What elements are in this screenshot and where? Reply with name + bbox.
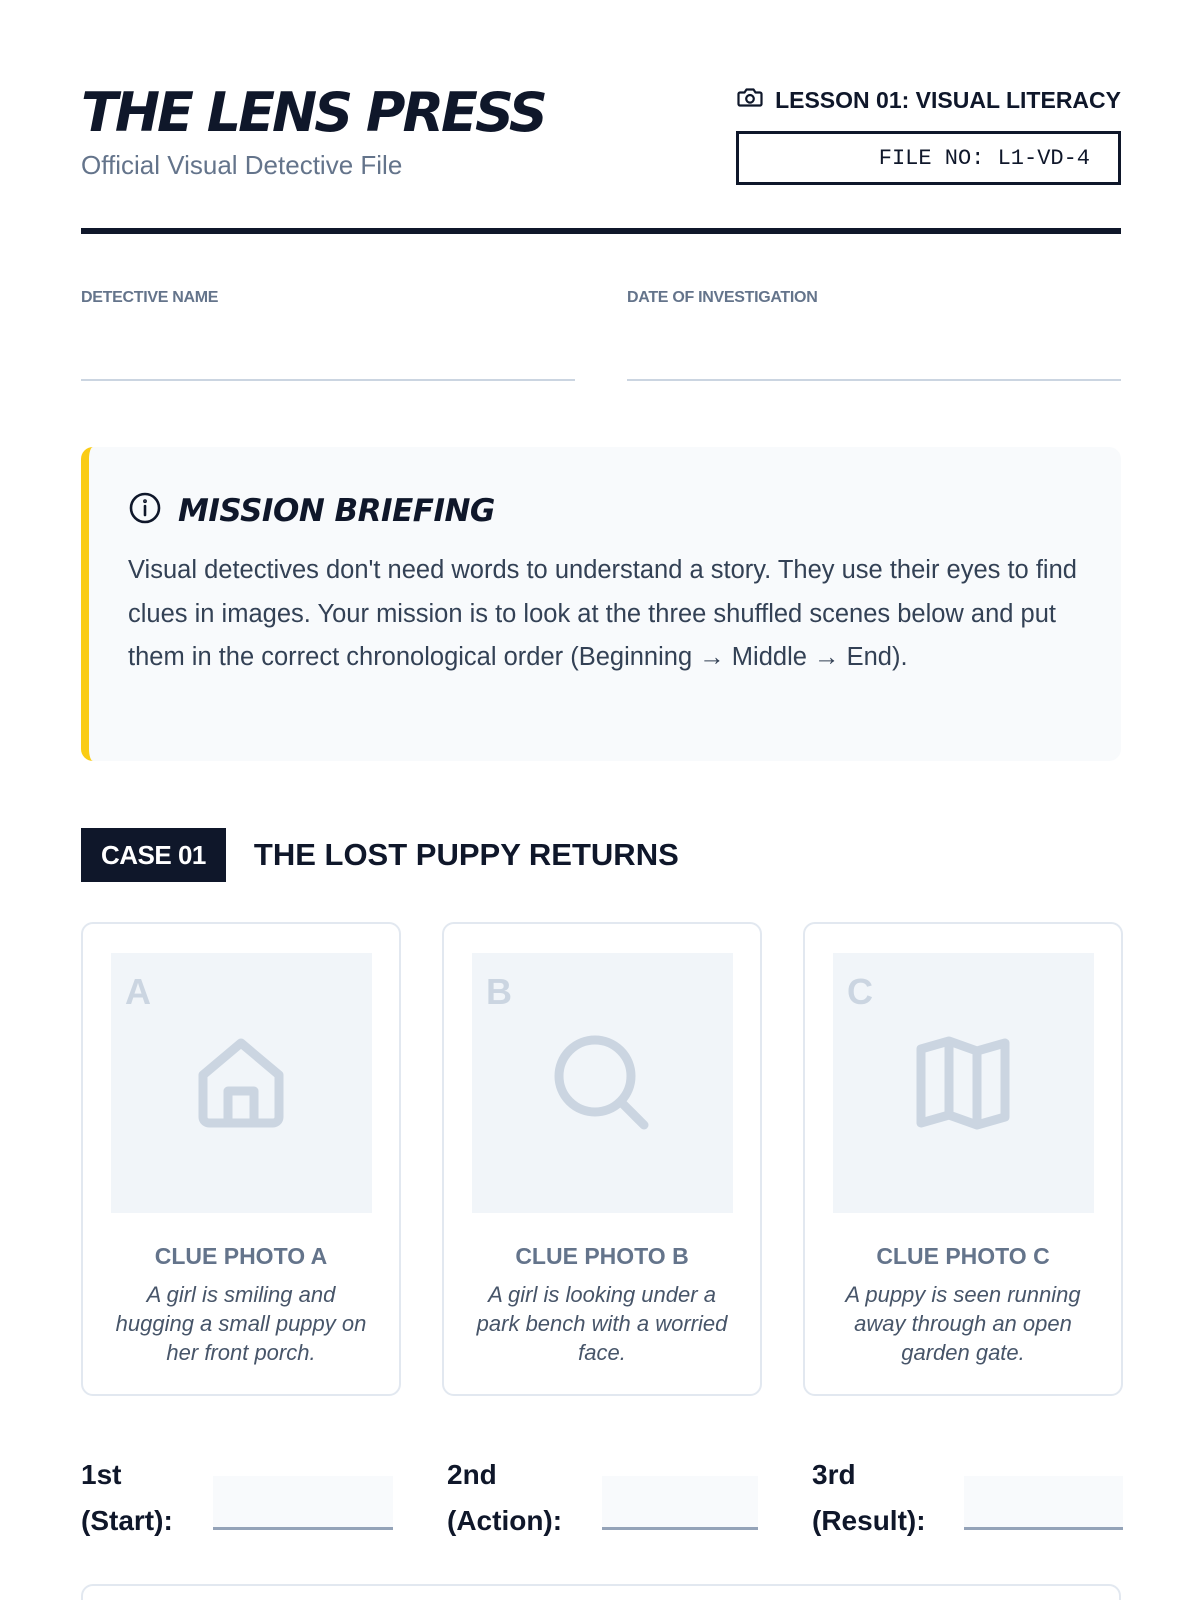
answer-label-line1: 1st: [81, 1459, 122, 1490]
brand-title: THE LENS PRESS: [81, 81, 545, 144]
worksheet-header: [81, 80, 1121, 234]
briefing-heading: [128, 491, 495, 530]
lesson-label: [737, 86, 1121, 114]
clue-card-b: [442, 922, 762, 1396]
detective-name-label: DETECTIVE NAME: [81, 289, 219, 306]
case-title: THE LOST PUPPY RETURNS: [253, 837, 679, 872]
clue-description: A girl is looking under a park bench with a worried face.: [476, 1282, 728, 1365]
detective-name-field[interactable]: [81, 289, 575, 381]
map-icon: [913, 1033, 1013, 1138]
case-badge: CASE 01: [81, 828, 226, 882]
clue-letter: A: [125, 971, 151, 1012]
clue-photo-placeholder: [111, 953, 372, 1213]
clue-title: CLUE PHOTO A: [154, 1243, 328, 1269]
answer-slot-3rd: [812, 1452, 1123, 1544]
info-icon: [128, 491, 162, 530]
home-icon: [191, 1033, 291, 1138]
lesson-text: LESSON 01: VISUAL LITERACY: [775, 86, 1121, 113]
clue-letter: C: [847, 971, 873, 1012]
answer-label-line1: 3rd: [812, 1459, 856, 1490]
clue-photo-placeholder: [472, 953, 733, 1213]
file-number-box: FILE NO: L1-VD-4: [736, 131, 1121, 185]
clue-title: CLUE PHOTO B: [515, 1243, 689, 1269]
clue-letter: B: [486, 971, 512, 1012]
camera-icon: [737, 86, 763, 114]
answer-slot-2nd: [447, 1452, 758, 1544]
clue-title: CLUE PHOTO C: [876, 1243, 1050, 1269]
answer-label-line2: (Action):: [447, 1505, 563, 1536]
answer-label: [812, 1452, 964, 1544]
brand-subtitle: Official Visual Detective File: [81, 150, 403, 180]
answer-label: [447, 1452, 602, 1544]
date-of-investigation-field[interactable]: [627, 289, 1121, 381]
answer-label-line1: 2nd: [447, 1459, 497, 1490]
date-of-investigation-label: DATE OF INVESTIGATION: [627, 289, 818, 306]
case-heading: [81, 828, 679, 882]
clue-photo-placeholder: [833, 953, 1094, 1213]
answer-input-2nd[interactable]: [602, 1476, 758, 1530]
answer-input-3rd[interactable]: [964, 1476, 1123, 1530]
clue-card-c: [803, 922, 1123, 1396]
next-section-card: [81, 1584, 1121, 1600]
mission-briefing: [81, 447, 1121, 761]
answer-slot-1st: [81, 1452, 393, 1544]
clue-description: A girl is smiling and hugging a small puppy on her front porch.: [115, 1282, 367, 1365]
briefing-title: MISSION BRIEFING: [178, 492, 495, 529]
answer-label: [81, 1452, 213, 1544]
answer-input-1st[interactable]: [213, 1476, 393, 1530]
search-icon: [552, 1033, 652, 1138]
clue-description: A puppy is seen running away through an open garden gate.: [845, 1282, 1081, 1365]
clue-card-a: [81, 922, 401, 1396]
answer-label-line2: (Start):: [81, 1505, 173, 1536]
answer-label-line2: (Result):: [812, 1505, 926, 1536]
briefing-text: Visual detectives don't need words to understand a story. They use their eyes to find clues in images. Your mission is to look at the three shuffled scenes below and put them in the correct chronological order (Beginning → Middle → End).: [128, 556, 1077, 671]
